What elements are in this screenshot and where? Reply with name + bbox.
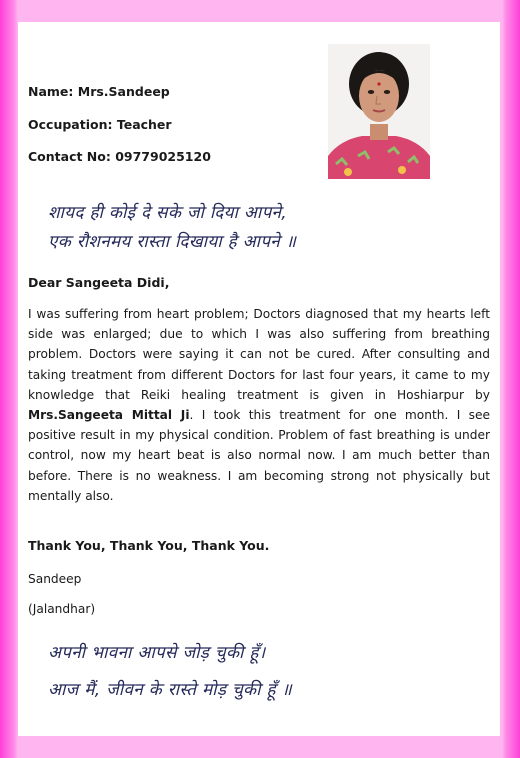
occupation-field: [28, 117, 172, 132]
contact-label: Contact No:: [28, 149, 111, 164]
letter-body-part-1: I was suffering from heart problem; Doctors diagnosed that my hearts left side was enlarged; due to which I was also suffering from breathing problem. Doctors were saying it can not be cured. After consulting and taking treatment from different Doctors for last four years, it came to my knowledge that Reiki healing treatment is given in Hoshiarpur by: [28, 307, 490, 402]
occupation-label: Occupation:: [28, 117, 113, 132]
healer-name: Mrs.Sangeeta Mittal Ji: [28, 408, 190, 423]
hindi-verse-bottom-line-1: अपनी भावना आपसे जोड़ चुकी हूँ।: [48, 643, 266, 663]
testimonial-page: [18, 22, 500, 736]
thanks-line: Thank You, Thank You, Thank You.: [28, 538, 270, 553]
contact-field: [28, 149, 211, 164]
name-value: Mrs.Sandeep: [77, 84, 170, 99]
name-field: [28, 84, 170, 99]
hindi-verse-top-line-2: एक रौशनमय रास्ता दिखाया है आपने ॥: [48, 232, 297, 252]
letter-body-part-2: . I took this treatment for one month. I see positive result in my physical condition. Problem of fast breathing is under control, now my heart beat is also normal now. I am much better than before. There is no weakness. I am becoming strong not physically but mentally also.: [28, 408, 490, 503]
signature-place: (Jalandhar): [28, 602, 96, 616]
occupation-value: Teacher: [116, 117, 172, 132]
hindi-verse-bottom-line-2: आज मैं, जीवन के रास्ते मोड़ चुकी हूँ ॥: [48, 680, 293, 700]
contact-value: 09779025120: [115, 149, 211, 164]
name-label: Name:: [28, 84, 74, 99]
letter-body: [28, 304, 490, 506]
profile-photo: [328, 44, 430, 179]
portrait-image: [328, 44, 430, 179]
signature-name: Sandeep: [28, 572, 82, 586]
salutation: Dear Sangeeta Didi,: [28, 275, 170, 290]
hindi-verse-top-line-1: शायद ही कोई दे सके जो दिया आपने,: [48, 203, 287, 223]
